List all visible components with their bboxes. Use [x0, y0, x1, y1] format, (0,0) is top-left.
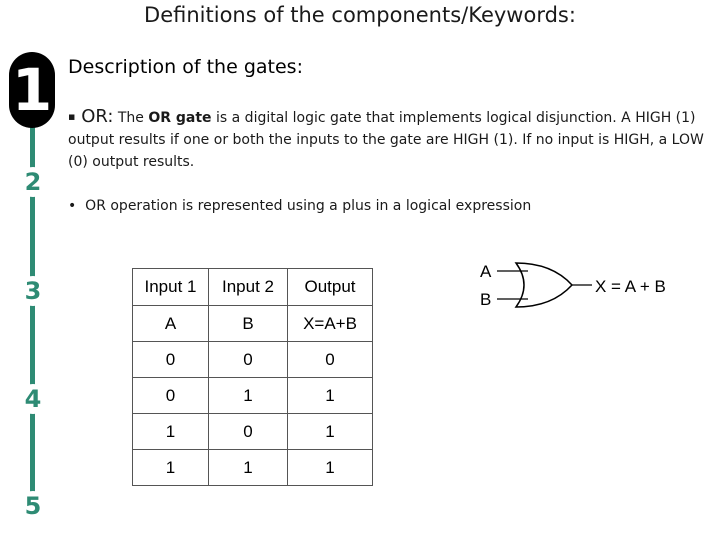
or-notation-note [68, 198, 531, 214]
table-cell: 0 [133, 378, 209, 414]
definition-text: is a digital logic gate that implements logical disjunction. A HIGH (1) output results if one or both the inputs to the gate are HIGH (1). If no input is HIGH, a LOW (0) output results. [68, 110, 704, 170]
table-row [133, 450, 373, 486]
step-3-marker[interactable]: 3 [18, 276, 48, 306]
table-cell: B [209, 306, 288, 342]
definition-term: OR: [81, 106, 114, 127]
header-input-1: Input 1 [133, 269, 209, 306]
table-cell: 0 [133, 342, 209, 378]
table-row [133, 306, 373, 342]
dot-bullet-icon: • [68, 198, 77, 214]
table-cell: 1 [288, 378, 373, 414]
step-4-marker[interactable]: 4 [18, 384, 48, 414]
or-gate-symbol-icon [516, 263, 572, 307]
table-cell: 0 [209, 414, 288, 450]
step-2-marker[interactable]: 2 [18, 167, 48, 197]
or-definition [68, 106, 713, 173]
table-cell: X=A+B [288, 306, 373, 342]
table-row [133, 414, 373, 450]
table-cell: 1 [209, 450, 288, 486]
square-bullet-icon: ▪ [68, 110, 76, 123]
definition-bold-phrase: OR gate [148, 110, 212, 126]
table-cell: 1 [288, 450, 373, 486]
truth-table [132, 268, 373, 486]
table-header-row [133, 269, 373, 306]
table-row [133, 378, 373, 414]
table-cell: 1 [133, 450, 209, 486]
header-input-2: Input 2 [209, 269, 288, 306]
or-gate-diagram [470, 255, 705, 315]
table-cell: 0 [209, 342, 288, 378]
table-cell: 1 [209, 378, 288, 414]
definition-lead: The [117, 110, 144, 126]
section-heading: Description of the gates: [68, 56, 303, 78]
step-5-marker[interactable]: 5 [18, 491, 48, 521]
table-row [133, 342, 373, 378]
header-output: Output [288, 269, 373, 306]
gate-input-b-label: B [480, 290, 492, 309]
table-cell: 1 [133, 414, 209, 450]
table-cell: A [133, 306, 209, 342]
gate-output-expression: X = A + B [595, 277, 666, 296]
slide-title: Definitions of the components/Keywords: [144, 3, 576, 27]
step-1-marker[interactable]: 1 [9, 52, 55, 128]
note-text: OR operation is represented using a plus in a logical expression [85, 198, 532, 214]
table-cell: 0 [288, 342, 373, 378]
table-cell: 1 [288, 414, 373, 450]
gate-input-a-label: A [480, 262, 492, 281]
